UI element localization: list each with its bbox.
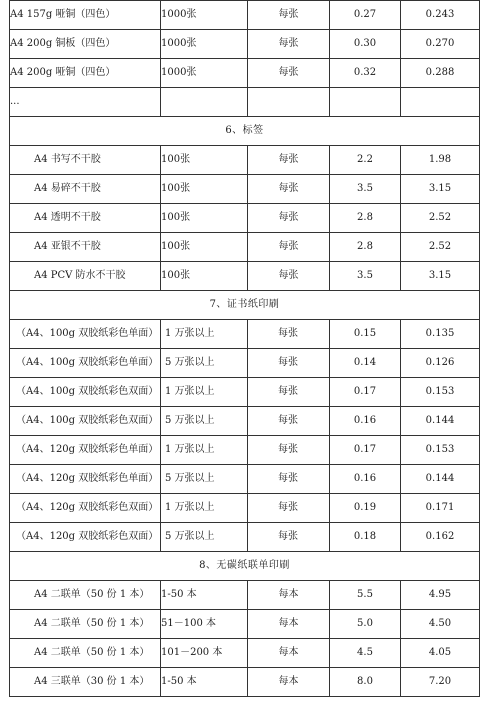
- table-row: [10, 436, 480, 465]
- price-cell: 0.14: [330, 349, 401, 378]
- quantity-cell: 100张: [161, 204, 248, 233]
- item-name-cell: A4 二联单（50 份 1 本）: [10, 610, 161, 639]
- discount-price-cell: 4.95: [401, 581, 480, 610]
- quantity-cell: 1 万张以上: [161, 494, 248, 523]
- item-name-cell: A4 二联单（50 份 1 本）: [10, 639, 161, 668]
- table-row: [10, 320, 480, 349]
- price-cell: 0.19: [330, 494, 401, 523]
- table-row: [10, 523, 480, 552]
- discount-price-cell: 0.288: [401, 59, 480, 88]
- item-name-cell: （A4、120g 双胶纸彩色单面）: [10, 465, 161, 494]
- quantity-cell: 1 万张以上: [161, 436, 248, 465]
- table-row: [10, 233, 480, 262]
- table-row: [10, 465, 480, 494]
- unit-cell: 每张: [248, 175, 330, 204]
- unit-cell: 每张: [248, 407, 330, 436]
- discount-price-cell: 0.243: [401, 1, 480, 30]
- item-name-cell: （A4、100g 双胶纸彩色双面）: [10, 378, 161, 407]
- discount-price-cell: 0.162: [401, 523, 480, 552]
- discount-price-cell: 0.153: [401, 378, 480, 407]
- quantity-cell: 1-50 本: [161, 668, 248, 697]
- item-name-cell: A4 200g 哑铜（四色）: [10, 59, 161, 88]
- price-table: [9, 0, 480, 697]
- table-row-ellipsis: [10, 88, 480, 117]
- discount-price-cell: 0.144: [401, 407, 480, 436]
- discount-price-cell: 2.52: [401, 233, 480, 262]
- section-header-row: [10, 552, 480, 581]
- item-name-cell: A4 易碎不干胶: [10, 175, 161, 204]
- discount-price-cell: 0.171: [401, 494, 480, 523]
- table-row: [10, 407, 480, 436]
- discount-price-cell: 2.52: [401, 204, 480, 233]
- price-cell: 0.17: [330, 378, 401, 407]
- unit-cell: 每张: [248, 204, 330, 233]
- price-cell: 0.32: [330, 59, 401, 88]
- discount-price-cell: 3.15: [401, 262, 480, 291]
- price-cell: 2.2: [330, 146, 401, 175]
- unit-cell: 每本: [248, 639, 330, 668]
- quantity-cell: 1000张: [161, 59, 248, 88]
- quantity-cell: 100张: [161, 146, 248, 175]
- section-header-row: [10, 117, 480, 146]
- unit-cell: 每张: [248, 349, 330, 378]
- price-cell: 3.5: [330, 175, 401, 204]
- table-row: [10, 1, 480, 30]
- price-cell: 3.5: [330, 262, 401, 291]
- section-title-labels: 6、标签: [10, 117, 480, 146]
- item-name-cell: A4 透明不干胶: [10, 204, 161, 233]
- unit-cell: 每本: [248, 668, 330, 697]
- price-cell: 0.16: [330, 465, 401, 494]
- price-cell: 0.15: [330, 320, 401, 349]
- discount-price-cell: 0.153: [401, 436, 480, 465]
- quantity-cell: 100张: [161, 175, 248, 204]
- unit-cell: 每张: [248, 233, 330, 262]
- discount-price-cell: 4.05: [401, 639, 480, 668]
- table-row: [10, 639, 480, 668]
- table-row: [10, 204, 480, 233]
- item-name-cell: （A4、100g 双胶纸彩色单面）: [10, 349, 161, 378]
- unit-cell: 每张: [248, 436, 330, 465]
- price-cell: 0.16: [330, 407, 401, 436]
- item-name-cell: A4 三联单（30 份 1 本）: [10, 668, 161, 697]
- quantity-cell: 5 万张以上: [161, 407, 248, 436]
- quantity-cell: 1000张: [161, 30, 248, 59]
- unit-cell: 每本: [248, 610, 330, 639]
- table-row: [10, 262, 480, 291]
- quantity-cell: 100张: [161, 262, 248, 291]
- table-row: [10, 175, 480, 204]
- quantity-cell: 1-50 本: [161, 581, 248, 610]
- unit-cell: 每张: [248, 378, 330, 407]
- quantity-cell: 1 万张以上: [161, 378, 248, 407]
- item-name-cell: （A4、120g 双胶纸彩色双面）: [10, 494, 161, 523]
- unit-cell: 每张: [248, 30, 330, 59]
- price-cell: 8.0: [330, 668, 401, 697]
- ellipsis-cell: ...: [10, 88, 161, 117]
- empty-cell: [330, 88, 401, 117]
- price-cell: 0.17: [330, 436, 401, 465]
- discount-price-cell: 3.15: [401, 175, 480, 204]
- quantity-cell: 5 万张以上: [161, 349, 248, 378]
- discount-price-cell: 0.144: [401, 465, 480, 494]
- quantity-cell: 5 万张以上: [161, 523, 248, 552]
- quantity-cell: 51－100 本: [161, 610, 248, 639]
- unit-cell: 每张: [248, 494, 330, 523]
- discount-price-cell: 0.270: [401, 30, 480, 59]
- discount-price-cell: 4.50: [401, 610, 480, 639]
- table-row: [10, 610, 480, 639]
- unit-cell: 每本: [248, 581, 330, 610]
- item-name-cell: A4 书写不干胶: [10, 146, 161, 175]
- item-name-cell: A4 二联单（50 份 1 本）: [10, 581, 161, 610]
- item-name-cell: （A4、100g 双胶纸彩色双面）: [10, 407, 161, 436]
- empty-cell: [161, 88, 248, 117]
- price-cell: 0.30: [330, 30, 401, 59]
- section-header-row: [10, 291, 480, 320]
- price-cell: 2.8: [330, 233, 401, 262]
- item-name-cell: （A4、120g 双胶纸彩色双面）: [10, 523, 161, 552]
- unit-cell: 每张: [248, 1, 330, 30]
- price-cell: 0.27: [330, 1, 401, 30]
- table-row: [10, 581, 480, 610]
- empty-cell: [401, 88, 480, 117]
- price-cell: 5.5: [330, 581, 401, 610]
- item-name-cell: A4 亚银不干胶: [10, 233, 161, 262]
- item-name-cell: A4 157g 哑铜（四色）: [10, 1, 161, 30]
- unit-cell: 每张: [248, 523, 330, 552]
- table-row: [10, 59, 480, 88]
- table-row: [10, 349, 480, 378]
- price-cell: 5.0: [330, 610, 401, 639]
- section-title-certificate-paper: 7、证书纸印刷: [10, 291, 480, 320]
- empty-cell: [248, 88, 330, 117]
- section-title-carbonless-forms: 8、无碳纸联单印刷: [10, 552, 480, 581]
- price-cell: 4.5: [330, 639, 401, 668]
- quantity-cell: 101－200 本: [161, 639, 248, 668]
- item-name-cell: A4 200g 铜板（四色）: [10, 30, 161, 59]
- item-name-cell: （A4、120g 双胶纸彩色单面）: [10, 436, 161, 465]
- table-row: [10, 494, 480, 523]
- price-cell: 2.8: [330, 204, 401, 233]
- price-cell: 0.18: [330, 523, 401, 552]
- unit-cell: 每张: [248, 262, 330, 291]
- item-name-cell: （A4、100g 双胶纸彩色单面）: [10, 320, 161, 349]
- unit-cell: 每张: [248, 465, 330, 494]
- unit-cell: 每张: [248, 59, 330, 88]
- table-row: [10, 146, 480, 175]
- quantity-cell: 100张: [161, 233, 248, 262]
- discount-price-cell: 0.135: [401, 320, 480, 349]
- table-row: [10, 30, 480, 59]
- discount-price-cell: 0.126: [401, 349, 480, 378]
- unit-cell: 每张: [248, 320, 330, 349]
- price-table-sheet: [9, 0, 479, 697]
- quantity-cell: 1000张: [161, 1, 248, 30]
- quantity-cell: 5 万张以上: [161, 465, 248, 494]
- discount-price-cell: 7.20: [401, 668, 480, 697]
- discount-price-cell: 1.98: [401, 146, 480, 175]
- table-row: [10, 668, 480, 697]
- quantity-cell: 1 万张以上: [161, 320, 248, 349]
- unit-cell: 每张: [248, 146, 330, 175]
- item-name-cell: A4 PCV 防水不干胶: [10, 262, 161, 291]
- table-row: [10, 378, 480, 407]
